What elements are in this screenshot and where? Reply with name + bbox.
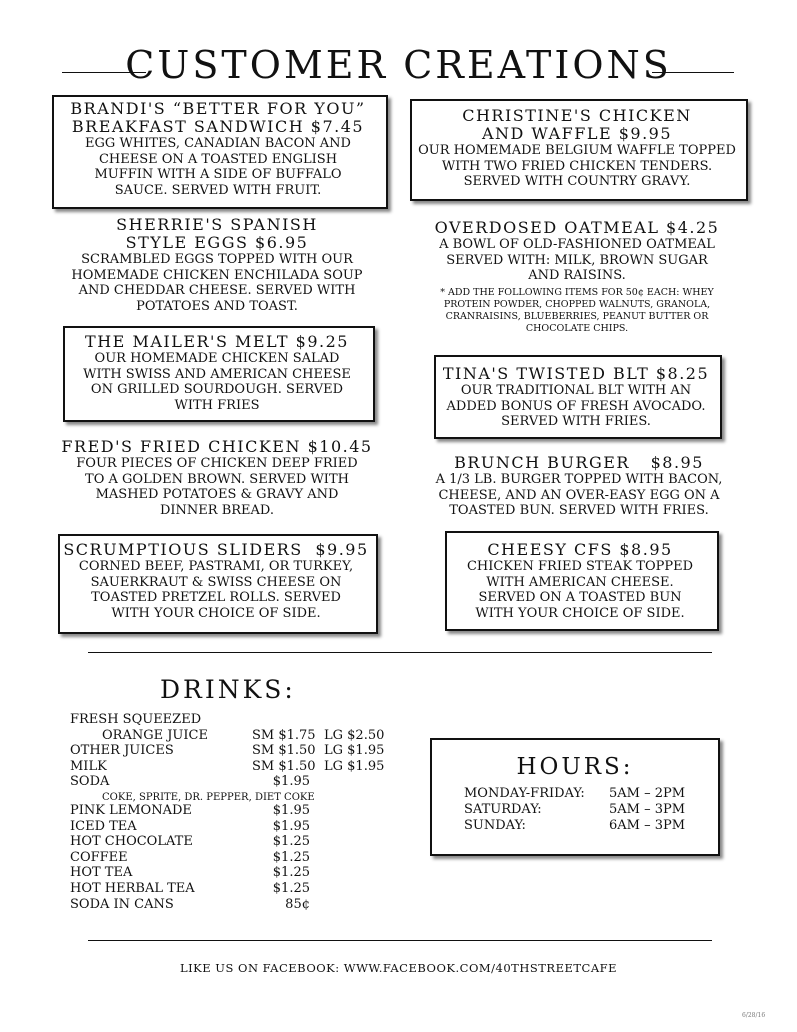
item-description: OUR HOMEMADE CHICKEN SALAD WITH SWISS AND AMERICAN CHEESE ON GRILLED SOURDOUGH. SERVED WITH FRIES [83, 351, 351, 413]
item-price: $8.25 [655, 364, 710, 383]
item-name: FRED'S FRIED CHICKEN $10.45 [61, 437, 373, 456]
item-description: FOUR PIECES OF CHICKEN DEEP FRIED TO A GOLDEN BROWN. SERVED WITH MASHED POTATOES & GRAVY AND DINNER BREAD. [76, 456, 358, 518]
item-name-line2: AND WAFFLE $9.95 [481, 124, 673, 143]
item-price: $8.95 [619, 540, 673, 559]
item-description: EGG WHITES, CANADIAN BACON AND CHEESE ON A TOASTED ENGLISH MUFFIN WITH A SIDE OF BUFFALO SAUCE. SERVED WITH FRUIT. [85, 136, 351, 198]
item-name: BRUNCH BURGER $8.95 [454, 453, 704, 472]
drink-row: HOT TEA $1.25 [70, 865, 310, 881]
drink-row: SODA $1.95 [70, 774, 310, 790]
drink-row: ICED TEA $1.95 [70, 818, 310, 834]
item-price: $9.25 [295, 332, 349, 351]
page-title: CUSTOMER CREATIONS [125, 43, 672, 87]
item-description: A BOWL OF OLD-FASHIONED OATMEAL SERVED WITH: MILK, BROWN SUGAR AND RAISINS. [439, 237, 715, 284]
facebook-footer: LIKE US ON FACEBOOK: WWW.FACEBOOK.COM/40THSTREETCAFE [179, 961, 618, 975]
drinks-heading: DRINKS: [160, 675, 296, 704]
menu-item-cheesy-cfs [445, 541, 715, 621]
section-divider [88, 652, 712, 653]
item-price: $6.95 [255, 233, 309, 252]
menu-item-mailer [63, 333, 371, 413]
item-price: $4.25 [666, 218, 720, 237]
menu-item-sherrie [58, 216, 376, 314]
item-name: SCRUMPTIOUS SLIDERS $9.95 [63, 540, 369, 559]
drink-row-note: COKE, SPRITE, DR. PEPPER, DIET COKE [102, 791, 315, 803]
item-name: SHERRIE'S SPANISH [116, 215, 318, 234]
menu-item-brunch-burger [420, 454, 738, 519]
item-name: OVERDOSED OATMEAL $4.25 [434, 218, 720, 237]
drinks-list [70, 712, 400, 912]
menu-item-fred [58, 438, 376, 518]
item-description: A 1/3 LB. BURGER TOPPED WITH BACON, CHEESE, AND AN OVER-EASY EGG ON A TOASTED BUN. SERVED WITH FRIES. [435, 472, 723, 519]
item-description: OUR TRADITIONAL BLT WITH AN ADDED BONUS OF FRESH AVOCADO. SERVED WITH FRIES. [446, 383, 706, 430]
item-price: $7.45 [310, 117, 365, 136]
menu-item-tina [434, 365, 718, 430]
item-name: TINA'S TWISTED BLT $8.25 [442, 364, 710, 383]
drink-row: OTHER JUICES SM $1.50 LG $1.95 [70, 743, 385, 759]
item-name: THE MAILER'S MELT $9.25 [85, 332, 349, 351]
drink-row: HOT CHOCOLATE $1.25 [70, 834, 310, 850]
item-note: * ADD THE FOLLOWING ITEMS FOR 50¢ EACH: WHEY PROTEIN POWDER, CHOPPED WALNUTS, GRANOLA, CRANRAISINS, BLUEBERRIES, PEANUT BUTTER OR CHOCOLATE CHIPS. [440, 286, 714, 334]
menu-item-christine [410, 107, 744, 190]
item-description: CORNED BEEF, PASTRAMI, OR TURKEY, SAUERKRAUT & SWISS CHEESE ON TOASTED PRETZEL ROLLS. SERVED WITH YOUR CHOICE OF SIDE. [78, 559, 354, 621]
item-price: $9.95 [618, 124, 673, 143]
item-description: CHICKEN FRIED STEAK TOPPED WITH AMERICAN CHEESE. SERVED ON A TOASTED BUN WITH YOUR CHOICE OF SIDE. [466, 559, 694, 621]
item-price: $9.95 [315, 540, 369, 559]
item-name: CHEESY CFS $8.95 [487, 540, 673, 559]
hours-box: HOURS: MONDAY-FRIDAY: 5AM – 2PM SATURDAY: 5AM – 3PM SUNDAY: 6AM – 3PM [430, 738, 720, 856]
item-name-line2: STYLE EGGS $6.95 [125, 233, 309, 252]
drink-row: COFFEE $1.25 [70, 849, 310, 865]
item-name-line2: BREAKFAST SANDWICH $7.45 [71, 117, 365, 136]
item-name: CHRISTINE'S CHICKEN [462, 106, 692, 125]
hours-heading: HOURS: [516, 754, 634, 780]
date-mark: 6/28/16 [742, 1012, 766, 1019]
item-price: $10.45 [307, 437, 373, 456]
menu-item-sliders [58, 541, 374, 621]
drink-row: SODA IN CANS 85¢ [70, 896, 310, 912]
drink-row: FRESH SQUEEZED [70, 712, 202, 727]
item-name: BRANDI'S “BETTER FOR YOU” [70, 99, 366, 118]
drink-row: MILK SM $1.50 LG $1.95 [70, 758, 385, 774]
drink-row: PINK LEMONADE $1.95 [70, 802, 310, 818]
title-rule-right [652, 72, 734, 73]
item-price: $8.95 [650, 453, 704, 472]
footer-divider [88, 940, 712, 941]
menu-item-oatmeal [418, 219, 736, 335]
menu-item-brandi [52, 100, 384, 198]
item-description: OUR HOMEMADE BELGIUM WAFFLE TOPPED WITH TWO FRIED CHICKEN TENDERS. SERVED WITH COUNTRY GRAVY. [418, 143, 736, 190]
item-description: SCRAMBLED EGGS TOPPED WITH OUR HOMEMADE CHICKEN ENCHILADA SOUP AND CHEDDAR CHEESE. SERVED WITH POTATOES AND TOAST. [71, 252, 363, 314]
drink-row: ORANGE JUICE SM $1.75 LG $2.50 [102, 727, 385, 743]
drink-row: HOT HERBAL TEA $1.25 [70, 880, 310, 896]
